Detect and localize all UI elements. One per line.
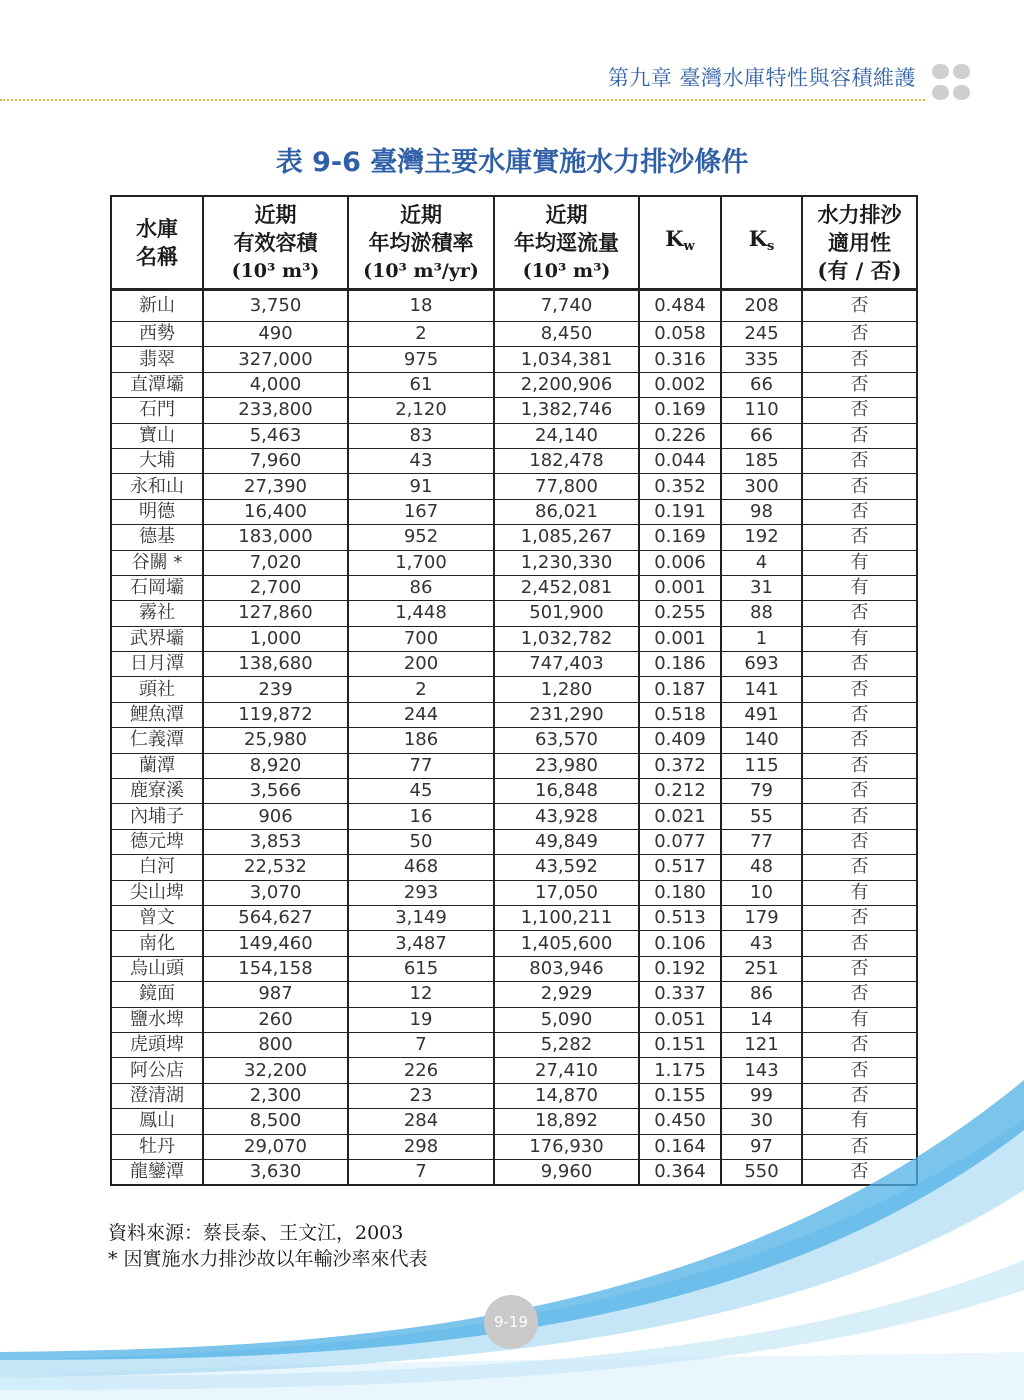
table-cell-name: 鯉魚潭 xyxy=(111,702,203,727)
table-cell-ok: 否 xyxy=(802,347,917,372)
table-cell-sed: 226 xyxy=(348,1058,494,1083)
table-cell-name: 新山 xyxy=(111,290,203,322)
table-cell-cap: 3,750 xyxy=(203,290,348,322)
table-cell-ks: 43 xyxy=(721,931,802,956)
table-cell-run: 18,892 xyxy=(494,1109,639,1134)
table-cell-ks: 251 xyxy=(721,956,802,981)
table-cell-ks: 86 xyxy=(721,982,802,1007)
table-cell-ks: 88 xyxy=(721,601,802,626)
table-row xyxy=(111,290,917,322)
header-applicable: 水力排沙 適用性 (有 / 否) xyxy=(802,196,917,290)
table-cell-sed: 700 xyxy=(348,626,494,651)
table-cell-ks: 140 xyxy=(721,728,802,753)
table-cell-kw: 0.255 xyxy=(639,601,721,626)
table-cell-ok: 否 xyxy=(802,728,917,753)
table-cell-cap: 490 xyxy=(203,322,348,347)
table-row xyxy=(111,956,917,981)
table-cell-kw: 0.409 xyxy=(639,728,721,753)
table-row xyxy=(111,804,917,829)
table-cell-name: 明德 xyxy=(111,499,203,524)
table-cell-cap: 2,300 xyxy=(203,1083,348,1108)
table-cell-cap: 32,200 xyxy=(203,1058,348,1083)
table-cell-run: 23,980 xyxy=(494,753,639,778)
table-cell-run: 501,900 xyxy=(494,601,639,626)
table-cell-kw: 0.364 xyxy=(639,1159,721,1185)
table-row xyxy=(111,702,917,727)
table-cell-cap: 906 xyxy=(203,804,348,829)
table-cell-kw: 0.164 xyxy=(639,1134,721,1159)
table-cell-ks: 48 xyxy=(721,855,802,880)
table-cell-kw: 0.077 xyxy=(639,829,721,854)
table-cell-run: 24,140 xyxy=(494,423,639,448)
header-sediment: 近期 年均淤積率 (10³ m³/yr) xyxy=(348,196,494,290)
table-cell-sed: 2 xyxy=(348,677,494,702)
table-cell-run: 9,960 xyxy=(494,1159,639,1185)
table-cell-kw: 0.191 xyxy=(639,499,721,524)
table-cell-cap: 183,000 xyxy=(203,525,348,550)
table-cell-ok: 否 xyxy=(802,1083,917,1108)
table-cell-name: 龍鑾潭 xyxy=(111,1159,203,1185)
table-cell-ok: 否 xyxy=(802,601,917,626)
table-cell-ks: 208 xyxy=(721,290,802,322)
table-cell-cap: 800 xyxy=(203,1032,348,1057)
table-cell-ok: 有 xyxy=(802,575,917,600)
table-cell-sed: 19 xyxy=(348,1007,494,1032)
table-cell-cap: 8,920 xyxy=(203,753,348,778)
table-cell-name: 武界壩 xyxy=(111,626,203,651)
table-cell-sed: 16 xyxy=(348,804,494,829)
table-row xyxy=(111,753,917,778)
table-cell-run: 182,478 xyxy=(494,448,639,473)
table-cell-ks: 185 xyxy=(721,448,802,473)
table-cell-run: 43,592 xyxy=(494,855,639,880)
table-cell-cap: 8,500 xyxy=(203,1109,348,1134)
table-cell-name: 澄清湖 xyxy=(111,1083,203,1108)
table-cell-ok: 否 xyxy=(802,448,917,473)
table-row xyxy=(111,905,917,930)
table-cell-ks: 14 xyxy=(721,1007,802,1032)
page-number-badge: 9-19 xyxy=(484,1295,538,1349)
table-cell-name: 虎頭埤 xyxy=(111,1032,203,1057)
table-cell-ks: 98 xyxy=(721,499,802,524)
table-cell-ok: 否 xyxy=(802,677,917,702)
table-cell-kw: 0.051 xyxy=(639,1007,721,1032)
table-cell-run: 5,282 xyxy=(494,1032,639,1057)
table-cell-run: 1,100,211 xyxy=(494,905,639,930)
header-kw: Kw xyxy=(639,196,721,290)
reservoir-table xyxy=(110,195,918,1186)
table-cell-kw: 0.058 xyxy=(639,322,721,347)
table-cell-sed: 1,700 xyxy=(348,550,494,575)
table-row xyxy=(111,575,917,600)
table-cell-sed: 167 xyxy=(348,499,494,524)
table-cell-name: 石門 xyxy=(111,398,203,423)
table-cell-cap: 3,070 xyxy=(203,880,348,905)
table-cell-ks: 115 xyxy=(721,753,802,778)
table-cell-run: 1,032,782 xyxy=(494,626,639,651)
table-cell-sed: 7 xyxy=(348,1032,494,1057)
table-title xyxy=(0,140,1024,179)
table-cell-run: 14,870 xyxy=(494,1083,639,1108)
table-cell-name: 西勢 xyxy=(111,322,203,347)
table-cell-cap: 2,700 xyxy=(203,575,348,600)
table-cell-name: 尖山埤 xyxy=(111,880,203,905)
table-cell-cap: 564,627 xyxy=(203,905,348,930)
table-cell-cap: 3,566 xyxy=(203,779,348,804)
table-cell-ks: 31 xyxy=(721,575,802,600)
table-cell-ok: 否 xyxy=(802,652,917,677)
table-row xyxy=(111,652,917,677)
table-cell-cap: 1,000 xyxy=(203,626,348,651)
table-cell-ks: 55 xyxy=(721,804,802,829)
table-cell-name: 永和山 xyxy=(111,474,203,499)
table-cell-kw: 0.187 xyxy=(639,677,721,702)
table-cell-cap: 127,860 xyxy=(203,601,348,626)
table-cell-kw: 0.155 xyxy=(639,1083,721,1108)
table-cell-kw: 0.513 xyxy=(639,905,721,930)
table-cell-cap: 154,158 xyxy=(203,956,348,981)
table-cell-sed: 77 xyxy=(348,753,494,778)
table-cell-cap: 987 xyxy=(203,982,348,1007)
table-cell-sed: 83 xyxy=(348,423,494,448)
table-cell-ks: 192 xyxy=(721,525,802,550)
table-cell-run: 86,021 xyxy=(494,499,639,524)
table-cell-cap: 233,800 xyxy=(203,398,348,423)
table-cell-ks: 30 xyxy=(721,1109,802,1134)
table-cell-kw: 0.044 xyxy=(639,448,721,473)
table-row xyxy=(111,779,917,804)
table-cell-kw: 0.484 xyxy=(639,290,721,322)
table-cell-cap: 149,460 xyxy=(203,931,348,956)
table-row xyxy=(111,829,917,854)
table-cell-ok: 否 xyxy=(802,982,917,1007)
footnote: * 因實施水力排沙故以年輸沙率來代表 xyxy=(108,1248,428,1270)
table-cell-kw: 0.517 xyxy=(639,855,721,880)
table-cell-kw: 0.186 xyxy=(639,652,721,677)
table-cell-cap: 138,680 xyxy=(203,652,348,677)
table-cell-sed: 23 xyxy=(348,1083,494,1108)
table-cell-kw: 0.372 xyxy=(639,753,721,778)
table-cell-kw: 1.175 xyxy=(639,1058,721,1083)
table-cell-ok: 否 xyxy=(802,829,917,854)
table-cell-run: 1,085,267 xyxy=(494,525,639,550)
table-cell-sed: 952 xyxy=(348,525,494,550)
table-cell-sed: 91 xyxy=(348,474,494,499)
table-cell-name: 仁義潭 xyxy=(111,728,203,753)
table-cell-name: 大埔 xyxy=(111,448,203,473)
table-cell-kw: 0.226 xyxy=(639,423,721,448)
table-cell-run: 1,405,600 xyxy=(494,931,639,956)
table-cell-ks: 66 xyxy=(721,423,802,448)
table-cell-ks: 1 xyxy=(721,626,802,651)
table-row xyxy=(111,474,917,499)
table-cell-name: 白河 xyxy=(111,855,203,880)
table-cell-ok: 否 xyxy=(802,1032,917,1057)
table-cell-ok: 否 xyxy=(802,423,917,448)
table-cell-run: 231,290 xyxy=(494,702,639,727)
table-cell-name: 霧社 xyxy=(111,601,203,626)
table-cell-name: 德元埤 xyxy=(111,829,203,854)
table-cell-sed: 3,487 xyxy=(348,931,494,956)
table-cell-name: 阿公店 xyxy=(111,1058,203,1083)
table-cell-ok: 否 xyxy=(802,525,917,550)
table-cell-ks: 300 xyxy=(721,474,802,499)
header-capacity: 近期 有效容積 (10³ m³) xyxy=(203,196,348,290)
table-cell-kw: 0.450 xyxy=(639,1109,721,1134)
table-cell-name: 烏山頭 xyxy=(111,956,203,981)
table-cell-cap: 119,872 xyxy=(203,702,348,727)
table-cell-kw: 0.518 xyxy=(639,702,721,727)
table-cell-cap: 327,000 xyxy=(203,347,348,372)
table-row xyxy=(111,601,917,626)
table-cell-name: 寶山 xyxy=(111,423,203,448)
table-cell-name: 蘭潭 xyxy=(111,753,203,778)
table-cell-ok: 否 xyxy=(802,499,917,524)
table-cell-cap: 25,980 xyxy=(203,728,348,753)
table-cell-name: 曾文 xyxy=(111,905,203,930)
table-cell-run: 77,800 xyxy=(494,474,639,499)
table-cell-sed: 2,120 xyxy=(348,398,494,423)
decorative-wave-background xyxy=(0,1060,1024,1400)
table-cell-run: 176,930 xyxy=(494,1134,639,1159)
table-cell-ks: 110 xyxy=(721,398,802,423)
table-cell-ok: 否 xyxy=(802,855,917,880)
table-row xyxy=(111,880,917,905)
table-cell-run: 49,849 xyxy=(494,829,639,854)
table-cell-run: 63,570 xyxy=(494,728,639,753)
table-cell-sed: 468 xyxy=(348,855,494,880)
table-cell-run: 2,452,081 xyxy=(494,575,639,600)
table-cell-run: 8,450 xyxy=(494,322,639,347)
decorative-dots-icon xyxy=(932,64,972,102)
table-cell-sed: 61 xyxy=(348,372,494,397)
table-cell-run: 1,382,746 xyxy=(494,398,639,423)
table-cell-name: 牡丹 xyxy=(111,1134,203,1159)
table-cell-ks: 693 xyxy=(721,652,802,677)
table-cell-name: 谷關 * xyxy=(111,550,203,575)
table-cell-ks: 77 xyxy=(721,829,802,854)
table-cell-name: 內埔子 xyxy=(111,804,203,829)
table-cell-name: 翡翠 xyxy=(111,347,203,372)
table-cell-run: 17,050 xyxy=(494,880,639,905)
table-cell-ks: 4 xyxy=(721,550,802,575)
table-cell-ks: 550 xyxy=(721,1159,802,1185)
table-cell-ok: 否 xyxy=(802,956,917,981)
table-cell-run: 2,929 xyxy=(494,982,639,1007)
table-cell-ks: 335 xyxy=(721,347,802,372)
table-cell-cap: 7,020 xyxy=(203,550,348,575)
table-cell-sed: 298 xyxy=(348,1134,494,1159)
table-cell-name: 鏡面 xyxy=(111,982,203,1007)
table-cell-name: 鹽水埤 xyxy=(111,1007,203,1032)
table-cell-name: 鳳山 xyxy=(111,1109,203,1134)
table-cell-run: 1,280 xyxy=(494,677,639,702)
table-cell-kw: 0.192 xyxy=(639,956,721,981)
table-cell-sed: 186 xyxy=(348,728,494,753)
table-row xyxy=(111,448,917,473)
table-row xyxy=(111,423,917,448)
table-cell-ks: 97 xyxy=(721,1134,802,1159)
table-cell-kw: 0.001 xyxy=(639,575,721,600)
table-cell-ok: 否 xyxy=(802,290,917,322)
header-divider xyxy=(0,99,925,101)
table-cell-sed: 45 xyxy=(348,779,494,804)
table-cell-ks: 143 xyxy=(721,1058,802,1083)
table-cell-sed: 86 xyxy=(348,575,494,600)
table-cell-run: 27,410 xyxy=(494,1058,639,1083)
table-row xyxy=(111,372,917,397)
table-cell-name: 日月潭 xyxy=(111,652,203,677)
table-cell-cap: 5,463 xyxy=(203,423,348,448)
table-row xyxy=(111,982,917,1007)
table-cell-kw: 0.021 xyxy=(639,804,721,829)
table-cell-kw: 0.180 xyxy=(639,880,721,905)
table-cell-run: 747,403 xyxy=(494,652,639,677)
table-row xyxy=(111,322,917,347)
table-header-row xyxy=(111,196,917,290)
table-cell-sed: 975 xyxy=(348,347,494,372)
table-cell-ok: 否 xyxy=(802,753,917,778)
table-cell-ks: 121 xyxy=(721,1032,802,1057)
table-cell-sed: 43 xyxy=(348,448,494,473)
table-cell-kw: 0.337 xyxy=(639,982,721,1007)
table-cell-ok: 否 xyxy=(802,779,917,804)
table-cell-kw: 0.169 xyxy=(639,398,721,423)
table-cell-sed: 12 xyxy=(348,982,494,1007)
table-cell-sed: 615 xyxy=(348,956,494,981)
table-cell-name: 南化 xyxy=(111,931,203,956)
table-cell-sed: 18 xyxy=(348,290,494,322)
table-cell-name: 石岡壩 xyxy=(111,575,203,600)
table-cell-ok: 有 xyxy=(802,880,917,905)
table-cell-kw: 0.001 xyxy=(639,626,721,651)
table-cell-ok: 有 xyxy=(802,1109,917,1134)
table-cell-run: 7,740 xyxy=(494,290,639,322)
table-cell-ks: 179 xyxy=(721,905,802,930)
table-cell-kw: 0.106 xyxy=(639,931,721,956)
table-cell-kw: 0.006 xyxy=(639,550,721,575)
table-cell-sed: 200 xyxy=(348,652,494,677)
table-cell-ok: 否 xyxy=(802,1058,917,1083)
table-cell-kw: 0.151 xyxy=(639,1032,721,1057)
table-cell-sed: 293 xyxy=(348,880,494,905)
source-note: 資料來源：蔡長泰、王文江，2003 xyxy=(108,1222,404,1244)
table-cell-kw: 0.002 xyxy=(639,372,721,397)
header-runoff: 近期 年均逕流量 (10³ m³) xyxy=(494,196,639,290)
table-row xyxy=(111,525,917,550)
table-cell-ks: 141 xyxy=(721,677,802,702)
table-row xyxy=(111,728,917,753)
table-cell-name: 直潭壩 xyxy=(111,372,203,397)
table-cell-cap: 3,853 xyxy=(203,829,348,854)
table-cell-cap: 260 xyxy=(203,1007,348,1032)
table-row xyxy=(111,347,917,372)
table-cell-ok: 有 xyxy=(802,626,917,651)
table-cell-run: 16,848 xyxy=(494,779,639,804)
table-row xyxy=(111,626,917,651)
table-cell-cap: 7,960 xyxy=(203,448,348,473)
table-cell-run: 2,200,906 xyxy=(494,372,639,397)
table-cell-kw: 0.169 xyxy=(639,525,721,550)
table-cell-ok: 否 xyxy=(802,398,917,423)
table-row xyxy=(111,677,917,702)
table-row xyxy=(111,855,917,880)
table-row xyxy=(111,499,917,524)
table-cell-cap: 22,532 xyxy=(203,855,348,880)
table-cell-sed: 2 xyxy=(348,322,494,347)
table-cell-sed: 3,149 xyxy=(348,905,494,930)
table-cell-kw: 0.352 xyxy=(639,474,721,499)
table-cell-cap: 3,630 xyxy=(203,1159,348,1185)
table-cell-ks: 10 xyxy=(721,880,802,905)
table-cell-cap: 27,390 xyxy=(203,474,348,499)
table-cell-ok: 否 xyxy=(802,804,917,829)
table-cell-cap: 16,400 xyxy=(203,499,348,524)
table-cell-ks: 66 xyxy=(721,372,802,397)
table-cell-ok: 否 xyxy=(802,1159,917,1185)
table-cell-kw: 0.212 xyxy=(639,779,721,804)
table-cell-ok: 否 xyxy=(802,474,917,499)
table-cell-run: 43,928 xyxy=(494,804,639,829)
table-row xyxy=(111,550,917,575)
chapter-title: 第九章 臺灣水庫特性與容積維護 xyxy=(607,66,916,90)
table-cell-cap: 29,070 xyxy=(203,1134,348,1159)
table-cell-cap: 239 xyxy=(203,677,348,702)
table-cell-kw: 0.316 xyxy=(639,347,721,372)
table-cell-ok: 否 xyxy=(802,905,917,930)
table-cell-sed: 284 xyxy=(348,1109,494,1134)
table-cell-name: 德基 xyxy=(111,525,203,550)
table-cell-ks: 245 xyxy=(721,322,802,347)
table-cell-name: 鹿寮溪 xyxy=(111,779,203,804)
header-ks: Ks xyxy=(721,196,802,290)
table-cell-ks: 79 xyxy=(721,779,802,804)
header-name: 水庫 名稱 xyxy=(111,196,203,290)
table-cell-sed: 1,448 xyxy=(348,601,494,626)
table-cell-sed: 244 xyxy=(348,702,494,727)
table-cell-run: 1,230,330 xyxy=(494,550,639,575)
table-cell-name: 頭社 xyxy=(111,677,203,702)
table-cell-ok: 否 xyxy=(802,322,917,347)
table-row xyxy=(111,398,917,423)
table-cell-ok: 否 xyxy=(802,931,917,956)
table-title-text: 表 9-6 臺灣主要水庫實施水力排沙條件 xyxy=(275,147,749,178)
table-cell-ks: 491 xyxy=(721,702,802,727)
table-cell-cap: 4,000 xyxy=(203,372,348,397)
table-cell-ok: 否 xyxy=(802,702,917,727)
table-cell-run: 1,034,381 xyxy=(494,347,639,372)
table-cell-ok: 否 xyxy=(802,372,917,397)
table-cell-run: 5,090 xyxy=(494,1007,639,1032)
table-row xyxy=(111,1032,917,1057)
table-cell-ok: 有 xyxy=(802,1007,917,1032)
table-cell-sed: 7 xyxy=(348,1159,494,1185)
table-row xyxy=(111,931,917,956)
table-cell-ks: 99 xyxy=(721,1083,802,1108)
table-cell-ok: 有 xyxy=(802,550,917,575)
table-cell-ok: 否 xyxy=(802,1134,917,1159)
table-cell-run: 803,946 xyxy=(494,956,639,981)
table-cell-sed: 50 xyxy=(348,829,494,854)
table-row xyxy=(111,1007,917,1032)
